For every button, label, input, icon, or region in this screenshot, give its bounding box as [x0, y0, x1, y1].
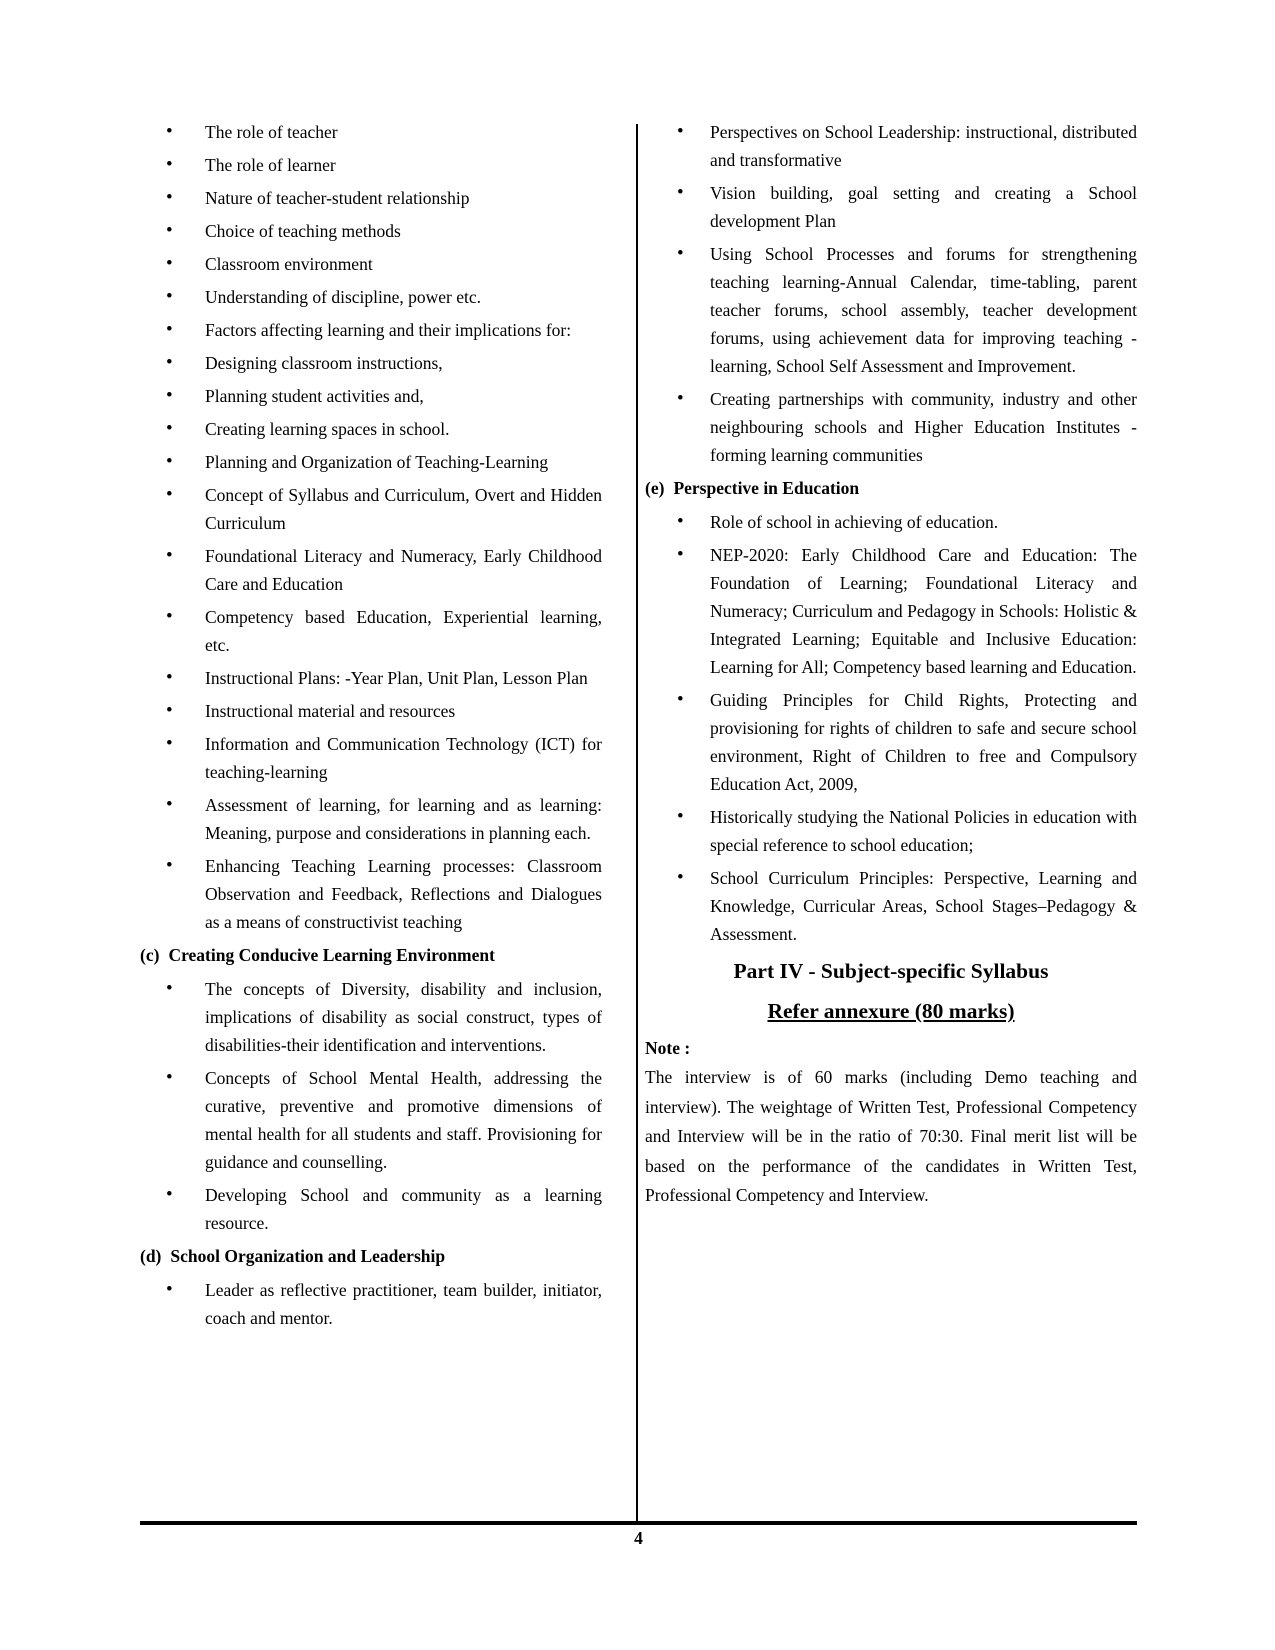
bullet-item-text: Instructional material and resources [205, 701, 456, 721]
bullet-item-text: Factors affecting learning and their implications for: [205, 320, 572, 340]
bullet-item-text: Leader as reflective practitioner, team builder, initiator, coach and mentor. [205, 1280, 602, 1328]
bullet-icon: • [166, 385, 173, 406]
bullet-item [140, 448, 602, 476]
bullet-item [140, 151, 602, 179]
bullet-item-text: Developing School and community as a learning resource. [205, 1185, 602, 1233]
bullet-item [140, 664, 602, 692]
bullet-item [645, 686, 1137, 798]
bullet-icon: • [677, 121, 684, 142]
bullet-item [140, 415, 602, 443]
bullet-item [140, 184, 602, 212]
bullet-icon: • [677, 867, 684, 888]
bullet-item-text: Foundational Literacy and Numeracy, Early Childhood Care and Education [205, 546, 602, 594]
bullet-icon: • [166, 418, 173, 439]
bullet-item-text: School Curriculum Principles: Perspective, Learning and Knowledge, Curricular Areas, School Stages–Pedagogy & Assessment. [710, 868, 1137, 944]
bullet-item [645, 864, 1137, 948]
bullet-item [645, 179, 1137, 235]
bullet-item-text: Concept of Syllabus and Curriculum, Overt and Hidden Curriculum [205, 485, 602, 533]
bullet-item [645, 803, 1137, 859]
bullet-item-text: Enhancing Teaching Learning processes: Classroom Observation and Feedback, Reflections and Dialogues as a means of constructivist teaching [205, 856, 602, 932]
bullet-icon: • [166, 606, 173, 627]
left-column [140, 118, 602, 1337]
bullet-icon: • [166, 319, 173, 340]
bullet-item [140, 349, 602, 377]
bullet-icon: • [166, 667, 173, 688]
section-title: School Organization and Leadership [170, 1246, 446, 1266]
bullet-item [645, 541, 1137, 681]
bullet-item [140, 730, 602, 786]
bullet-icon: • [166, 484, 173, 505]
bullet-item-text: Understanding of discipline, power etc. [205, 287, 482, 307]
bullet-item [140, 697, 602, 725]
bullet-item-text: The role of learner [205, 155, 336, 175]
bullet-item [140, 1064, 602, 1176]
bullet-item-text: Creating partnerships with community, industry and other neighbouring schools and Higher Education Institutes - forming learning communities [710, 389, 1137, 465]
part-iv-heading: Part IV - Subject-specific Syllabus [733, 959, 1049, 983]
bullet-item [140, 316, 602, 344]
annexure-heading [645, 993, 1137, 1029]
section-heading-d [140, 1242, 602, 1270]
section-heading-e [645, 474, 1137, 502]
bullet-item [140, 852, 602, 936]
bullet-item [140, 217, 602, 245]
bullet-item-text: Vision building, goal setting and creating a School development Plan [710, 183, 1137, 231]
bullet-icon: • [677, 689, 684, 710]
column-divider [636, 124, 638, 1521]
section-label: (d) [140, 1246, 162, 1266]
bullet-item [140, 250, 602, 278]
bullet-item [645, 240, 1137, 380]
bullet-icon: • [166, 1184, 173, 1205]
bullet-icon: • [166, 121, 173, 142]
bullet-item-text: Perspectives on School Leadership: instructional, distributed and transformative [710, 122, 1137, 170]
bullet-item-text: Guiding Principles for Child Rights, Protecting and provisioning for rights of children to safe and secure school environment, Right of Children to free and Compulsory Education Act, 2009, [710, 690, 1137, 794]
bullet-item-text: Information and Communication Technology (ICT) for teaching-learning [205, 734, 602, 782]
bullet-item-text: Classroom environment [205, 254, 373, 274]
bullet-icon: • [166, 733, 173, 754]
bullet-icon: • [677, 388, 684, 409]
section-title: Creating Conducive Learning Environment [168, 945, 495, 965]
bullet-item-text: Choice of teaching methods [205, 221, 401, 241]
note-label: Note : [645, 1038, 691, 1058]
footer-rule [140, 1521, 1137, 1525]
bullet-item [140, 283, 602, 311]
bullet-icon: • [166, 1067, 173, 1088]
bullet-icon: • [166, 855, 173, 876]
bullet-item [140, 382, 602, 410]
bullet-item-text: Role of school in achieving of education. [710, 512, 999, 532]
bullet-item-text: Historically studying the National Policies in education with special reference to school education; [710, 807, 1137, 855]
bullet-item [140, 603, 602, 659]
bullet-icon: • [166, 187, 173, 208]
bullet-icon: • [166, 352, 173, 373]
bullet-icon: • [166, 545, 173, 566]
bullet-item [645, 508, 1137, 536]
bullet-icon: • [166, 451, 173, 472]
page-number: 4 [634, 1528, 643, 1548]
bullet-item-text: The role of teacher [205, 122, 338, 142]
bullet-icon: • [166, 220, 173, 241]
section-heading-c [140, 941, 602, 969]
bullet-icon: • [677, 806, 684, 827]
bullet-icon: • [677, 511, 684, 532]
bullet-item-text: Creating learning spaces in school. [205, 419, 450, 439]
bullet-item [140, 975, 602, 1059]
bullet-icon: • [677, 182, 684, 203]
note-paragraph: The interview is of 60 marks (including Demo teaching and interview). The weightage of Written Test, Professional Competency and Interview will be in the ratio of 70:30. Final merit list will be based on the performance of the candidates in Written Test, Professional Competency and Interview. [645, 1067, 1137, 1205]
annexure-heading-text: Refer annexure (80 marks) [767, 999, 1015, 1023]
bullet-item-text: Assessment of learning, for learning and as learning: Meaning, purpose and considerations in planning each. [205, 795, 602, 843]
bullet-icon: • [166, 978, 173, 999]
bullet-item-text: The concepts of Diversity, disability and inclusion, implications of disability as social construct, types of disabilities-their identification and interventions. [205, 979, 602, 1055]
bullet-item-text: Designing classroom instructions, [205, 353, 443, 373]
bullet-item [140, 542, 602, 598]
section-label: (e) [645, 478, 665, 498]
bullet-icon: • [166, 1279, 173, 1300]
bullet-item-text: NEP-2020: Early Childhood Care and Education: The Foundation of Learning; Foundational Literacy and Numeracy; Curriculum and Pedagogy in Schools: Holistic & Integrated Learning; Equitable and Inclusive Education: Learning for All; Competency based learning and Education. [710, 545, 1137, 677]
bullet-item-text: Instructional Plans: -Year Plan, Unit Plan, Lesson Plan [205, 668, 588, 688]
bullet-item-text: Planning and Organization of Teaching-Learning [205, 452, 549, 472]
bullet-icon: • [166, 154, 173, 175]
section-label: (c) [140, 945, 160, 965]
bullet-item [140, 118, 602, 146]
bullet-icon: • [677, 243, 684, 264]
bullet-item [140, 1181, 602, 1237]
bullet-item [645, 385, 1137, 469]
right-column [645, 118, 1137, 1211]
bullet-item-text: Competency based Education, Experiential learning, etc. [205, 607, 602, 655]
bullet-icon: • [166, 700, 173, 721]
bullet-item-text: Using School Processes and forums for strengthening teaching learning-Annual Calendar, time-tabling, parent teacher forums, school assembly, teacher development forums, using achievement data for improving teaching - learning, School Self Assessment and Improvement. [710, 244, 1137, 376]
bullet-item-text: Concepts of School Mental Health, addressing the curative, preventive and promotive dimensions of mental health for all students and staff. Provisioning for guidance and counselling. [205, 1068, 602, 1172]
bullet-icon: • [166, 253, 173, 274]
section-title: Perspective in Education [673, 478, 860, 498]
bullet-icon: • [677, 544, 684, 565]
bullet-item [645, 118, 1137, 174]
bullet-item-text: Nature of teacher-student relationship [205, 188, 470, 208]
bullet-icon: • [166, 286, 173, 307]
bullet-item-text: Planning student activities and, [205, 386, 424, 406]
bullet-item [140, 481, 602, 537]
bullet-icon: • [166, 794, 173, 815]
bullet-item [140, 1276, 602, 1332]
bullet-item [140, 791, 602, 847]
